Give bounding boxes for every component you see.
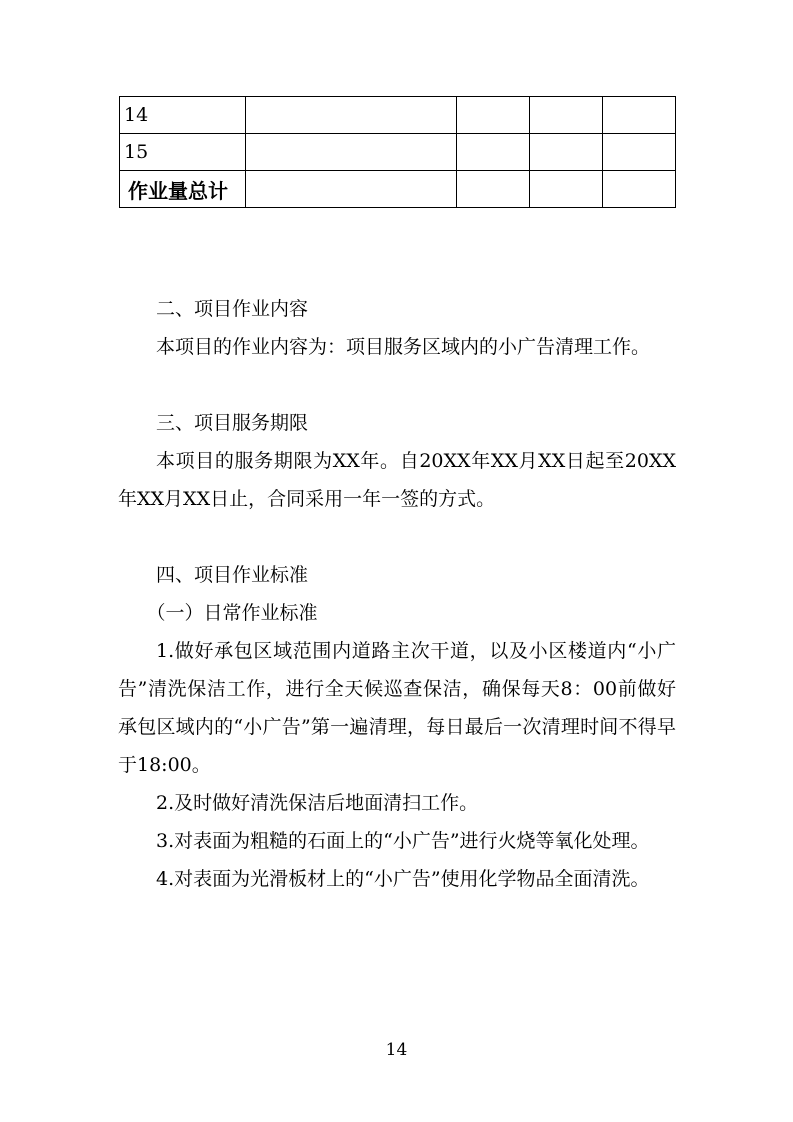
table-row	[120, 97, 676, 134]
table-cell	[457, 171, 530, 208]
row-number-cell: 14	[120, 97, 246, 134]
list-item: 2.及时做好清洗保洁后地面清扫工作。	[156, 792, 479, 814]
table-cell	[246, 171, 457, 208]
total-label-cell: 作业量总计	[120, 171, 246, 208]
section-paragraph: 本项目的服务期限为XX年。自20XX年XX月XX日起至20XX年XX月XX日止，合同采用一年一签的方式。	[118, 450, 676, 510]
table-cell	[603, 97, 676, 134]
list-item: 4.对表面为光滑板材上的“小广告”使用化学物品全面清洗。	[156, 868, 650, 890]
page-number: 14	[385, 1040, 408, 1060]
row-number-cell: 15	[120, 134, 246, 171]
document-body	[118, 290, 676, 898]
section-paragraph: 本项目的作业内容为：项目服务区域内的小广告清理工作。	[156, 336, 651, 358]
table-cell	[530, 134, 603, 171]
sub-heading: （一）日常作业标准	[146, 602, 318, 624]
table-cell	[530, 171, 603, 208]
list-item: 3.对表面为粗糙的石面上的“小广告”进行火烧等氧化处理。	[156, 830, 650, 852]
table-cell	[603, 134, 676, 171]
table-cell	[457, 134, 530, 171]
work-volume-table	[119, 96, 676, 208]
table-cell	[457, 97, 530, 134]
table-cell	[246, 134, 457, 171]
table-cell	[246, 97, 457, 134]
table-total-row	[120, 171, 676, 208]
table-row	[120, 134, 676, 171]
list-item: 1.做好承包区域范围内道路主次干道，以及小区楼道内“小广告”清洗保洁工作，进行全天候巡查保洁，确保每天8：00前做好承包区域内的“小广告”第一遍清理，每日最后一次清理时间不得早于18:00。	[118, 640, 676, 776]
table-cell	[603, 171, 676, 208]
section-heading: 四、项目作业标准	[156, 564, 309, 586]
section-heading: 二、项目作业内容	[156, 298, 309, 320]
table-cell	[530, 97, 603, 134]
section-heading: 三、项目服务期限	[156, 412, 309, 434]
